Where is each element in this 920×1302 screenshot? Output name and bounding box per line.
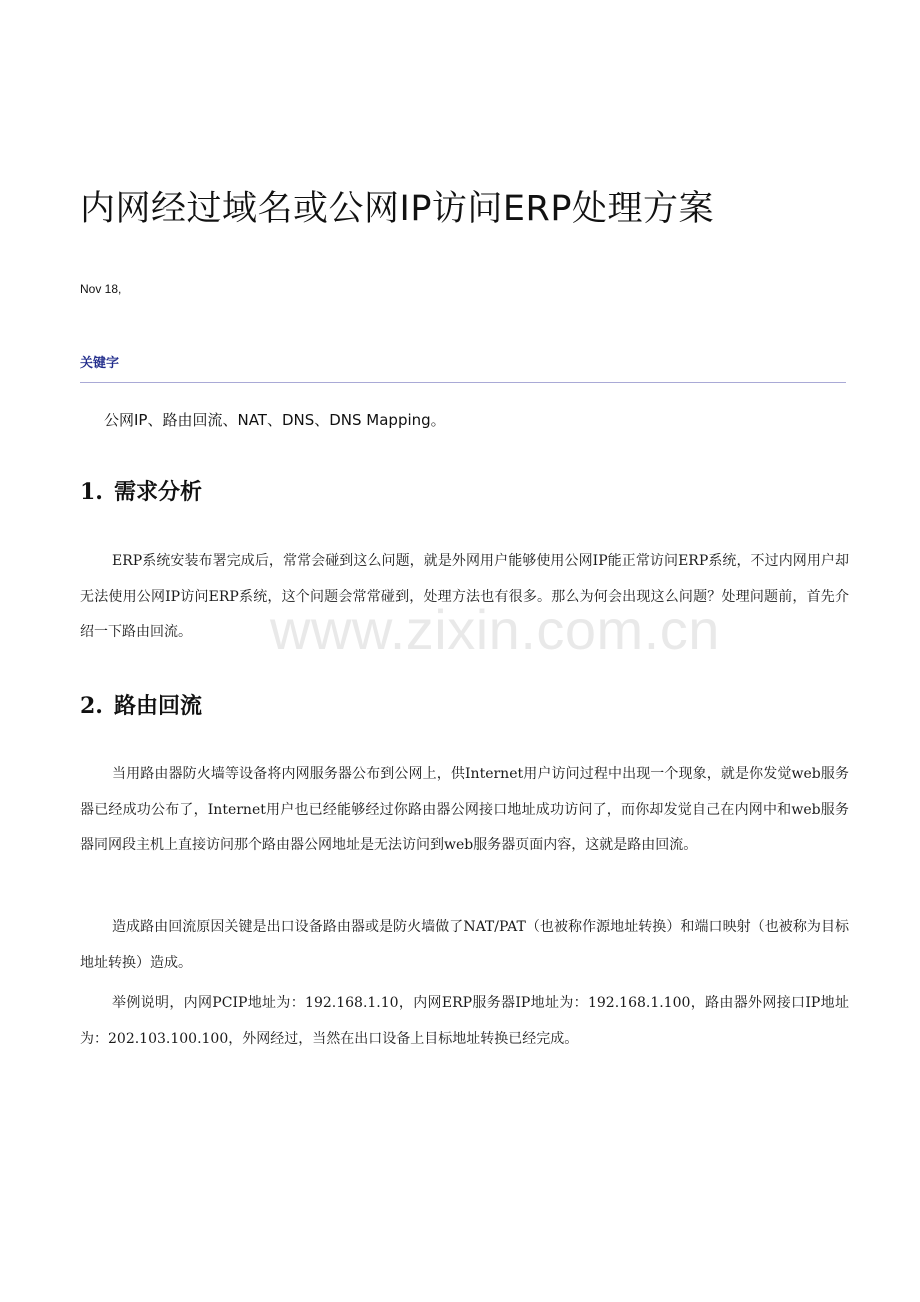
document-title: 内网经过域名或公网IP访问ERP处理方案 (80, 189, 714, 229)
paragraph-route-loopback-definition: 当用路由器防火墙等设备将内网服务器公布到公网上，供Internet用户访问过程中出现一个现象，就是你发觉web服务器已经成功公布了，Internet用户也已经能够经过你路由器公网接口地址成功访问了，而你却发觉自己在内网中和web服务器同网段主机上直接访问那个路由器公网地址是无法访问到web服务器页面内容，这就是路由回流。 (80, 766, 849, 853)
section-title: 需求分析 (114, 479, 203, 505)
section-title: 路由回流 (114, 693, 203, 719)
section-heading-route-loopback (80, 691, 202, 721)
keywords-divider (80, 382, 846, 383)
paragraph-route-loopback-example: 举例说明，内网PCIP地址为：192.168.1.10，内网ERP服务器IP地址为：192.168.1.100，路由器外网接口IP地址为：202.103.100.100，外网经过，当然在出口设备上目标地址转换已经完成。 (80, 995, 849, 1047)
document-date: Nov 18, (80, 282, 122, 296)
section-number: 1. (80, 479, 103, 505)
section-heading-requirements (80, 477, 202, 507)
keywords-text: 公网IP、路由回流、NAT、DNS、DNS Mapping。 (104, 411, 446, 429)
watermark: www.zixin.com.cn (270, 598, 720, 661)
paragraph-requirements: ERP系统安装布署完成后，常常会碰到这么问题，就是外网用户能够使用公网IP能正常访问ERP系统，不过内网用户却无法使用公网IP访问ERP系统，这个问题会常常碰到，处理方法也有很多。那么为何会出现这么问题？处理问题前，首先介绍一下路由回流。 (80, 553, 849, 640)
section-number: 2. (80, 693, 103, 719)
paragraph-route-loopback-cause: 造成路由回流原因关键是出口设备路由器或是防火墙做了NAT/PAT（也被称作源地址转换）和端口映射（也被称为目标地址转换）造成。 (80, 919, 849, 971)
keywords-heading: 关键字 (80, 356, 120, 371)
